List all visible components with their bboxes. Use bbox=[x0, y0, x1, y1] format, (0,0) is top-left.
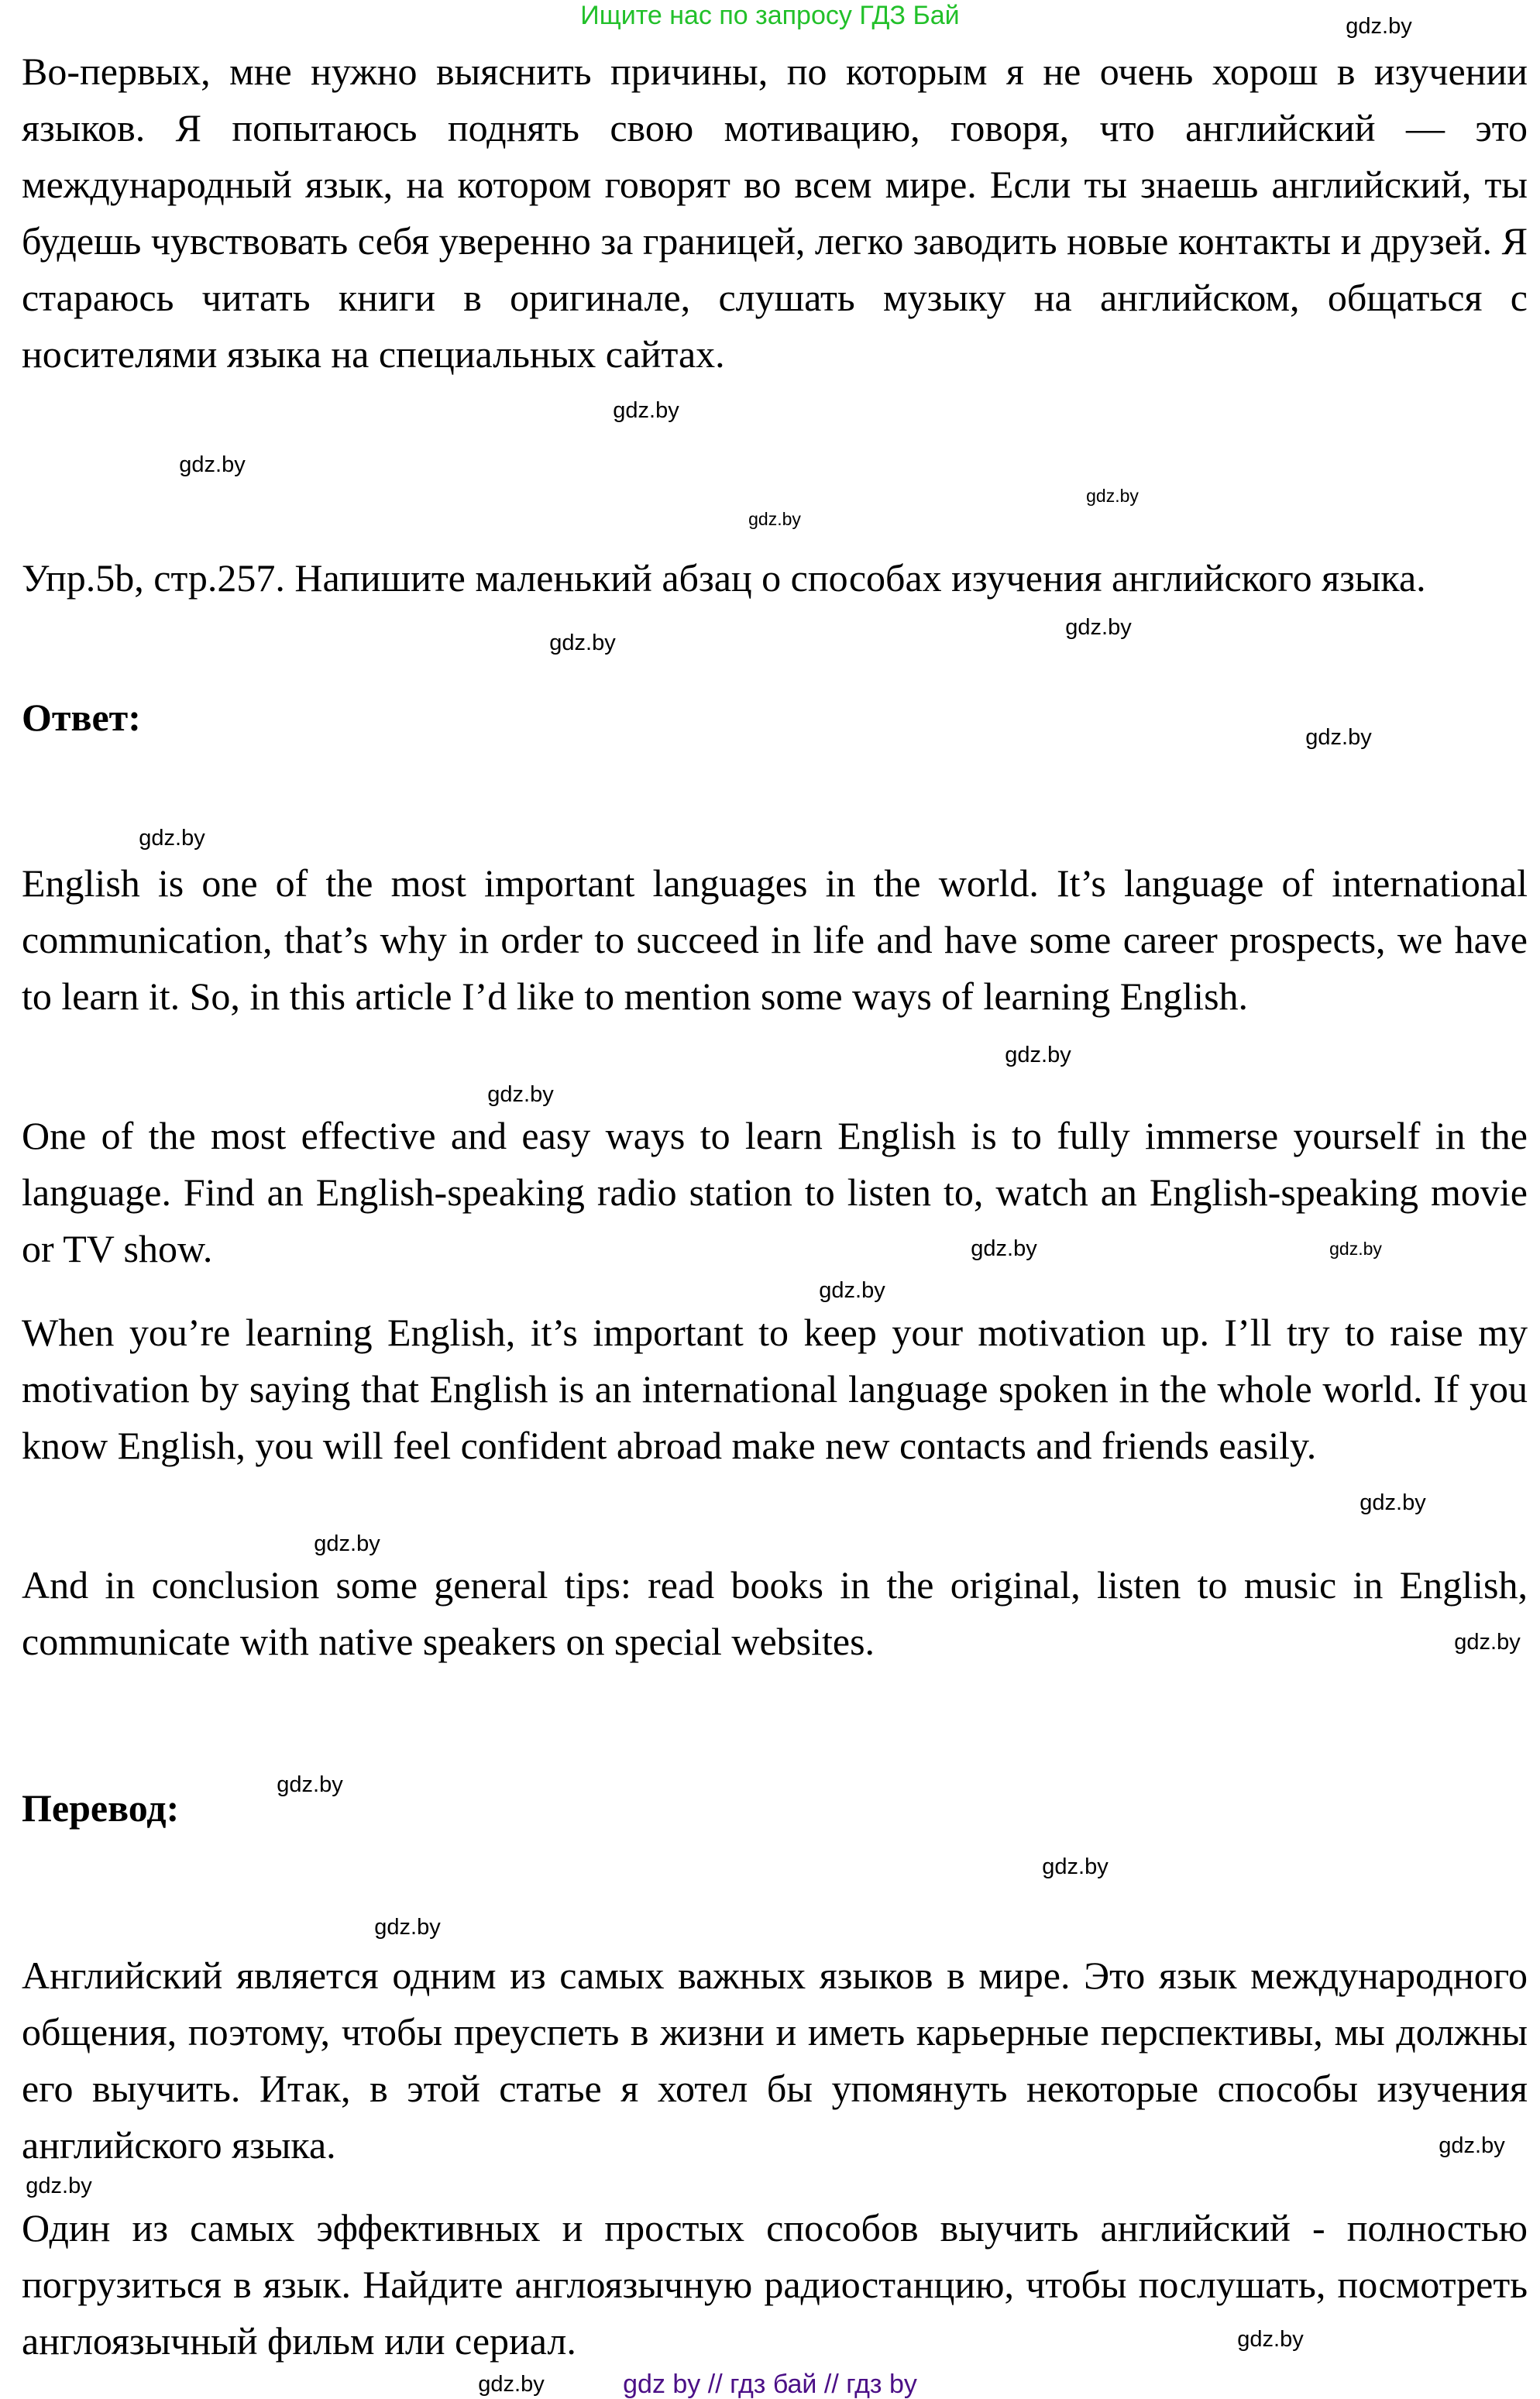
watermark: gdz.by bbox=[374, 1915, 441, 1940]
watermark: gdz.by bbox=[549, 631, 616, 655]
answer-paragraph-2: One of the most effective and easy ways to learn English is to fully immerse yourself in the language. Find an English-speaking radio station to listen to, watch an English-speaking movie or TV show. bbox=[22, 1114, 1528, 1270]
watermark: gdz.by bbox=[1360, 1490, 1426, 1515]
watermark: gdz.by bbox=[487, 1082, 554, 1107]
answer-paragraph-1: English is one of the most important languages in the world. It’s language of international communication, that’s why in order to succeed in life and have some career prospects, we have to learn it. So, in this article I’d like to mention some ways of learning English. bbox=[22, 861, 1528, 1018]
watermark: gdz.by bbox=[26, 2174, 92, 2198]
answer-paragraph-3: When you’re learning English, it’s important to keep your motivation up. I’ll try to raise my motivation by saying that English is an international language spoken in the whole world. If you know English, you will feel confident abroad make new contacts and friends easily. bbox=[22, 1311, 1528, 1467]
watermark: gdz.by bbox=[1346, 14, 1412, 39]
watermark: gdz.by bbox=[1305, 725, 1372, 750]
watermark: gdz.by bbox=[1329, 1239, 1382, 1259]
watermark: gdz.by bbox=[748, 509, 801, 529]
exercise-prompt: Упр.5b, стр.257. Напишите маленький абзац о способах изучения английского языка. bbox=[22, 556, 1426, 600]
watermark: gdz.by bbox=[277, 1772, 343, 1797]
watermark: gdz.by bbox=[1237, 2327, 1304, 2352]
watermark: gdz.by bbox=[819, 1278, 885, 1303]
watermark: gdz.by bbox=[1086, 486, 1139, 506]
search-hint-banner: Ищите нас по запросу ГДЗ Бай bbox=[580, 1, 960, 30]
watermark: gdz.by bbox=[1065, 615, 1132, 640]
watermark: gdz.by bbox=[179, 452, 246, 477]
watermark: gdz.by bbox=[613, 398, 679, 423]
footer-links: gdz by // гдз бай // гдз by bbox=[623, 2370, 917, 2399]
watermark: gdz.by bbox=[1439, 2133, 1505, 2158]
watermark: gdz.by bbox=[314, 1531, 380, 1556]
watermark: gdz.by bbox=[1042, 1854, 1109, 1879]
watermark: gdz.by bbox=[1454, 1630, 1521, 1655]
intro-paragraph: Во-первых, мне нужно выяснить причины, по которым я не очень хорош в изучении языков. Я попытаюсь поднять свою мотивацию, говоря, что английский — это международный язык, на котором говорят во всем мире. Если ты знаешь английский, ты будешь чувствовать себя уверенно за границей, легко заводить новые контакты и друзей. Я стараюсь читать книги в оригинале, слушать музыку на английском, общаться с носителями языка на специальных сайтах. bbox=[22, 50, 1528, 376]
answer-paragraph-4: And in conclusion some general tips: read books in the original, listen to music in English, communicate with native speakers on special websites. bbox=[22, 1563, 1528, 1663]
watermark: gdz.by bbox=[1005, 1043, 1071, 1067]
watermark: gdz.by bbox=[478, 2372, 545, 2397]
translation-paragraph-2: Один из самых эффективных и простых способов выучить английский - полностью погрузиться в язык. Найдите англоязычную радиостанцию, чтобы послушать, посмотреть англоязычный фильм или сериал. bbox=[22, 2206, 1528, 2363]
watermark: gdz.by bbox=[971, 1236, 1037, 1261]
translation-paragraph-1: Английский является одним из самых важных языков в мире. Это язык международного общения, поэтому, чтобы преуспеть в жизни и иметь карьерные перспективы, мы должны его выучить. Итак, в этой статье я хотел бы упомянуть некоторые способы изучения английского языка. bbox=[22, 1954, 1528, 2167]
answer-heading: Ответ: bbox=[22, 696, 141, 739]
watermark: gdz.by bbox=[139, 826, 205, 851]
translation-heading: Перевод: bbox=[22, 1786, 180, 1830]
